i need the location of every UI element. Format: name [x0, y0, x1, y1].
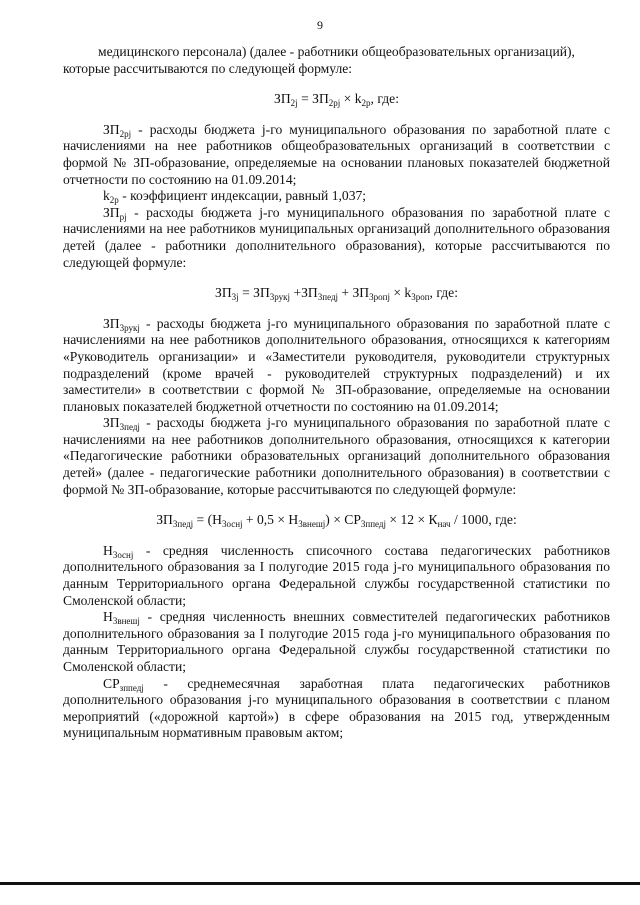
formula-zp2j: $ЗП_{2j} = ЗП_{2pj} \times k_{2p}$, где: — [274, 91, 399, 109]
formula-zp3j: $ЗП_{3j} = ЗП_{3рукj} +ЗП_{3педj} + ЗП_{3ропj} \times k_{3роп}$, где: — [215, 285, 458, 303]
bottom-border-line — [0, 882, 640, 885]
definition-n3osnj: $Н_{3оснj}$ - средняя численность списочного состава педагогических работников дополнительного образования за I полугодие 2015 года j-го муниципального образования по данным Территориального органа Федеральной службы государственной статистики по Смоленской области; — [63, 542, 610, 608]
definition-k2p: $k_{2p}$ - коэффициент индексации, равный 1,037; — [103, 188, 367, 206]
page-number: 9 — [317, 18, 323, 32]
definition-zppj: $ЗП_{pj}$ - расходы бюджета j-го муниципального образования по заработной плате с начислениями на нее работников муниципальных организаций дополнительного образования детей (далее - работники дополнительного образования), которые рассчитываются по следующей формуле: — [63, 204, 610, 270]
page-body — [63, 44, 610, 742]
formula-zp3pedj: $ЗП_{3педj} = (Н_{3оснj} + 0,5 \times Н_{3внешj}) \times СР_{3ппедj} \times 12 \times К_{нач} / 1000$, где: — [156, 512, 517, 530]
definition-zp3rukj: $ЗП_{3рукj}$ - расходы бюджета j-го муниципального образования по заработной плате с начислениями на нее работников дополнительного образования, относящихся к категориям «Руководитель организации» и «Заместители руководителя, руководители структурных подразделений (кроме врачей - руководителей структурных подразделений) и их заместители» в соответствии с формой № ЗП-образование, определяемые на основании плановых показателей бюджетной отчетности по состоянию на 01.09.2014; — [63, 315, 610, 414]
definition-zp2pj: $ЗП_{2pj}$ - расходы бюджета j-го муниципального образования по заработной плате с начислениями на нее работников общеобразовательных организаций в соответствии с формой № ЗП-образование, определяемые на основании плановых показателей бюджетной отчетности по состоянию на 01.09.2014; — [63, 121, 610, 187]
intro-line-2: которые рассчитываются по следующей формуле: — [63, 60, 353, 76]
intro-line-1: медицинского персонала) (далее - работники общеобразовательных организаций), — [98, 44, 575, 59]
definition-srzppedj: $СР_{зппедj}$ - среднемесячная заработная плата педагогических работников дополнительного образования j-го муниципального образования в соответствии с планом мероприятий («дорожной картой») в сфере образования на 2015 год, утвержденным муниципальным нормативным правовым актом; — [63, 675, 610, 741]
definition-n3vneshj: $Н_{3внешj}$ - средняя численность внешних совместителей педагогических работников дополнительного образования за I полугодие 2015 года j-го муниципального образования по данным Территориального органа Федеральной службы государственной статистики по Смоленской области; — [63, 609, 610, 674]
definition-zp3pedj: $ЗП_{3педj}$ - расходы бюджета j-го муниципального образования по заработной плате с начислениями на нее работников дополнительного образования, относящихся к категории «Педагогические работники образовательных организаций дополнительного образования детей» (далее - педагогические работники дополнительного образования) в соответствии с формой № ЗП-образование, которые рассчитываются по следующей формуле: — [63, 415, 610, 497]
